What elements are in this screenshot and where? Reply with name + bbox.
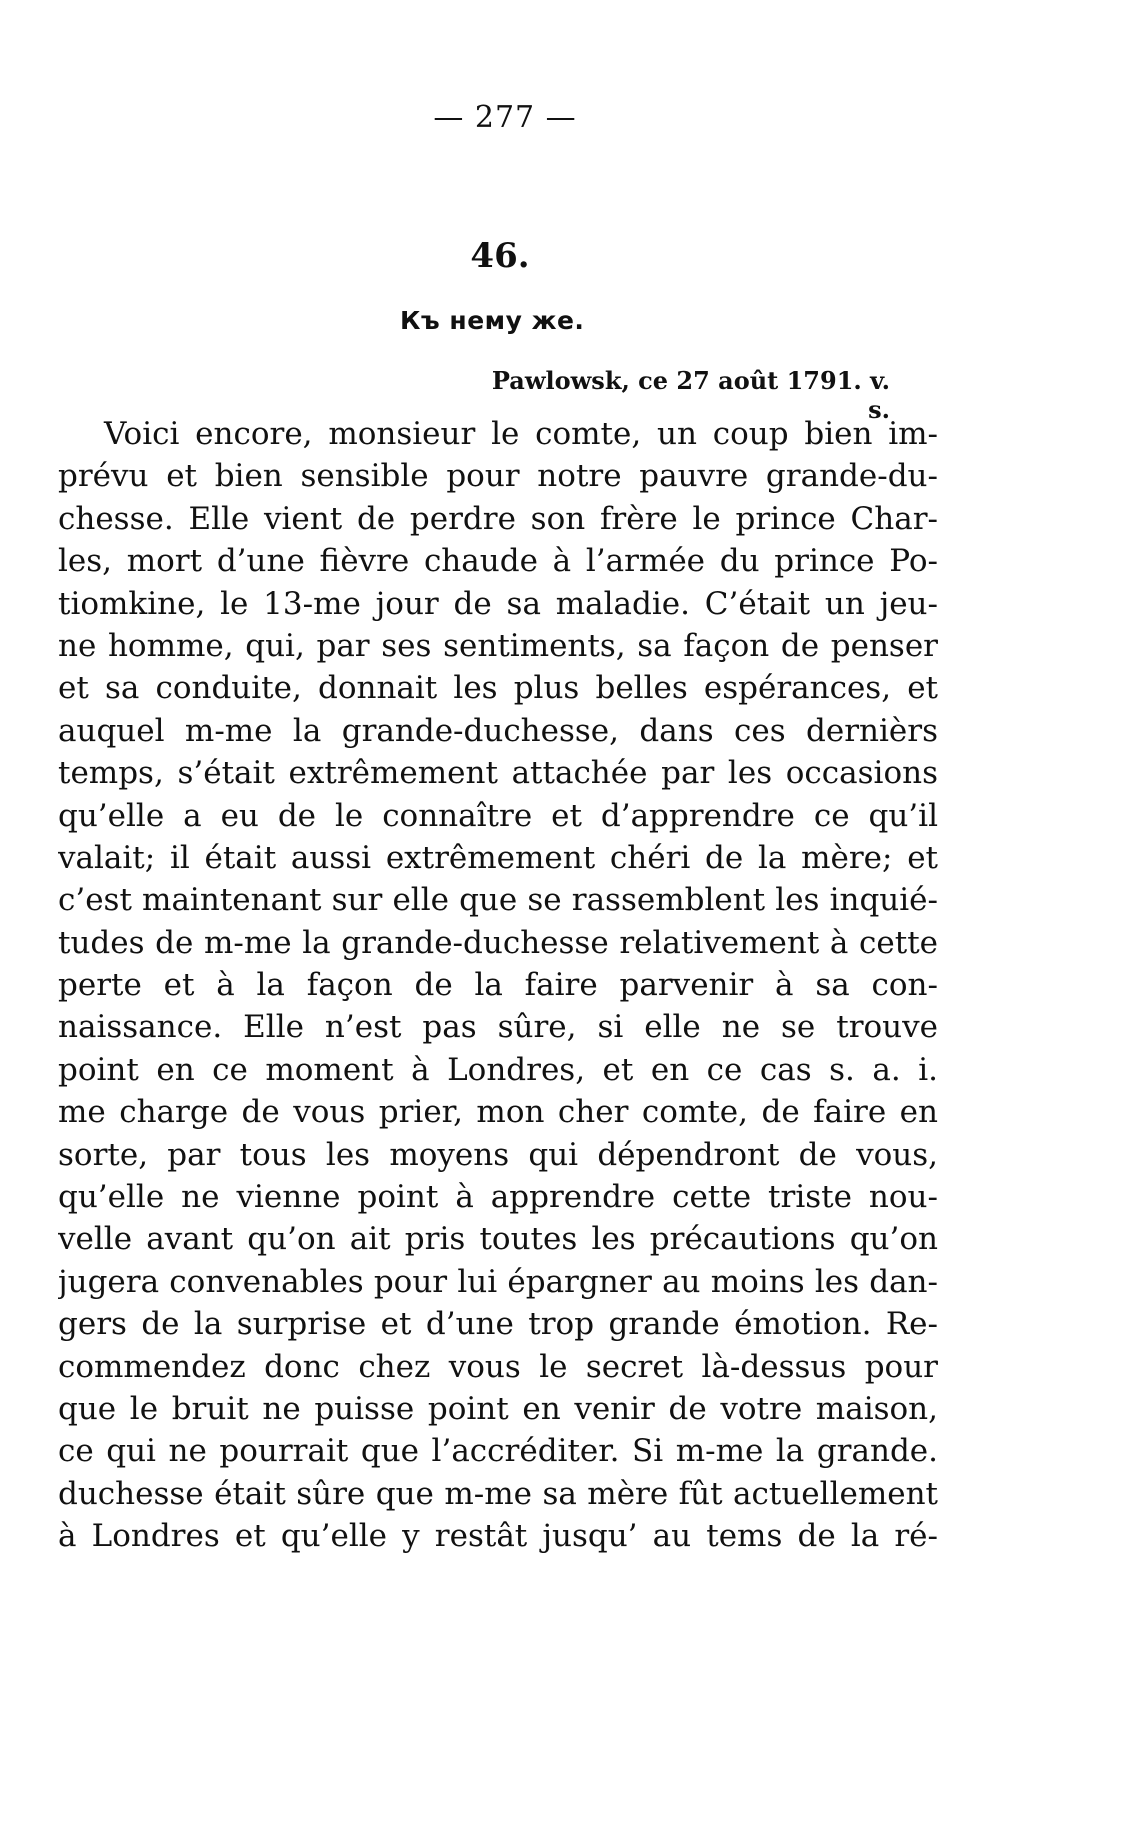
- body-line: naissance. Elle n’est pas sûre, si elle ne se trouve: [58, 1009, 938, 1046]
- body-line: c’est maintenant sur elle que se rassemblent les inquié-: [58, 882, 938, 919]
- body-line: auquel m-me la grande-duchesse, dans ces dernièrs: [58, 712, 938, 749]
- dateline: Pawlowsk, ce 27 août 1791. v. s.: [491, 366, 890, 424]
- body-line: tiomkine, le 13-me jour de sa maladie. C’était un jeu-: [58, 585, 938, 622]
- body-line: velle avant qu’on ait pris toutes les précautions qu’on: [58, 1221, 938, 1258]
- body-line: me charge de vous prier, mon cher comte, de faire en: [58, 1094, 938, 1131]
- body-line: Voici encore, monsieur le comte, un coup bien im-: [104, 416, 938, 452]
- body-line: point en ce moment à Londres, et en ce cas s. a. i.: [58, 1051, 938, 1088]
- page-number: — 277 —: [433, 100, 577, 135]
- body-line: tudes de m-me la grande-duchesse relativement à cette: [58, 924, 938, 961]
- body-line: ne homme, qui, par ses sentiments, sa façon de penser: [58, 627, 938, 664]
- body-line: qu’elle a eu de le connaître et d’apprendre ce qu’il: [58, 797, 938, 834]
- body-line: et sa conduite, donnait les plus belles espérances, et: [58, 670, 938, 707]
- body-line: temps, s’était extrêmement attachée par les occasions: [58, 755, 938, 792]
- body-line: chesse. Elle vient de perdre son frère le prince Char-: [58, 500, 938, 537]
- body-line: commendez donc chez vous le secret là-dessus pour: [58, 1348, 938, 1385]
- body-line: gers de la surprise et d’une trop grande émotion. Re-: [58, 1306, 938, 1343]
- body-line: à Londres et qu’elle y restât jusqu’ au tems de la ré-: [58, 1518, 938, 1555]
- body-line: valait; il était aussi extrêmement chéri de la mère; et: [58, 839, 938, 876]
- body-line: sorte, par tous les moyens qui dépendront de vous,: [58, 1136, 938, 1173]
- body-line: les, mort d’une fièvre chaude à l’armée du prince Po-: [58, 543, 938, 580]
- body-line: qu’elle ne vienne point à apprendre cette triste nou-: [58, 1179, 938, 1216]
- body-line: duchesse était sûre que m-me sa mère fût actuellement: [58, 1475, 938, 1512]
- body-line: que le bruit ne puisse point en venir de votre maison,: [58, 1390, 938, 1427]
- letter-body: [58, 413, 938, 1558]
- body-line: jugera convenables pour lui épargner au moins les dan-: [58, 1263, 938, 1300]
- recipient-heading: Къ нему же.: [400, 306, 585, 335]
- body-line: ce qui ne pourrait que l’accréditer. Si m-me la grande.: [58, 1433, 938, 1470]
- body-line: perte et à la façon de la faire parvenir à sa con-: [58, 967, 938, 1004]
- letter-number: 46.: [470, 236, 530, 276]
- body-line: prévu et bien sensible pour notre pauvre grande-du-: [58, 458, 938, 495]
